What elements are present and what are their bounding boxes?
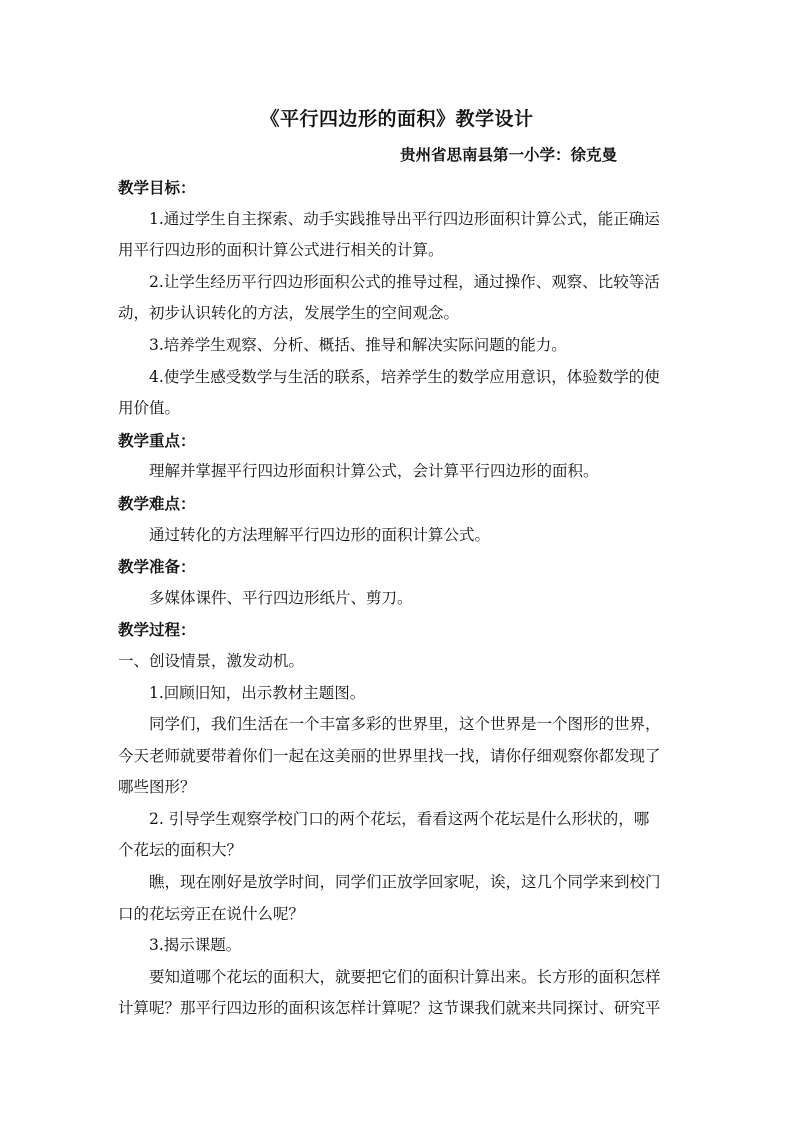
paragraph-1-line-2: 今天老师就要带着你们一起在这美丽的世界里找一找，请你仔细观察你都发现了 xyxy=(118,746,661,765)
goal-1-line-1: 1.通过学生自主探索、动手实践推导出平行四边形面积计算公式，能正确运 xyxy=(149,209,660,228)
document-title: 《平行四边形的面积》教学设计 xyxy=(260,108,534,130)
paragraph-3-line-2: 计算呢？那平行四边形的面积该怎样计算呢？这节课我们就来共同探讨、研究平 xyxy=(118,999,661,1018)
paragraph-2-line-2: 口的花坛旁正在说什么呢？ xyxy=(118,904,305,923)
document-body xyxy=(118,172,678,1025)
goal-2-line-1: 2.让学生经历平行四边形面积公式的推导过程，通过操作、观察、比较等活 xyxy=(149,272,660,291)
goal-4-line-2: 用价值。 xyxy=(118,399,181,418)
paragraph-2-line-1: 瞧，现在刚好是放学时间，同学们正放学回家呢，诶，这几个同学来到校门 xyxy=(149,873,661,892)
goals-heading: 教学目标： xyxy=(118,178,196,197)
goal-2-line-2: 动，初步认识转化的方法，发展学生的空间观念。 xyxy=(118,304,460,323)
step-1-heading: 一、创设情景，激发动机。 xyxy=(118,651,305,670)
goal-4-line-1: 4.使学生感受数学与生活的联系，培养学生的数学应用意识，体验数学的使 xyxy=(149,367,660,386)
difficulty-text: 通过转化的方法理解平行四边形的面积计算公式。 xyxy=(149,525,491,544)
difficulty-heading: 教学难点： xyxy=(118,493,196,513)
step-1-2-line-2: 个花坛的面积大？ xyxy=(118,841,243,860)
key-points-text: 理解并掌握平行四边形面积计算公式，会计算平行四边形的面积。 xyxy=(149,462,599,481)
goal-3: 3.培养学生观察、分析、概括、推导和解决实际问题的能力。 xyxy=(149,335,567,354)
preparation-text: 多媒体课件、平行四边形纸片、剪刀。 xyxy=(149,588,413,607)
paragraph-1-line-1: 同学们，我们生活在一个丰富多彩的世界里，这个世界是一个图形的世界， xyxy=(149,715,661,734)
goal-1-line-2: 用平行四边形的面积计算公式进行相关的计算。 xyxy=(118,241,444,260)
key-points-heading: 教学重点： xyxy=(118,430,196,450)
process-heading: 教学过程： xyxy=(118,620,196,640)
step-1-3: 3.揭示课题。 xyxy=(149,936,242,955)
document-author: 贵州省思南县第一小学：徐克曼 xyxy=(400,145,618,164)
step-1-1: 1.回顾旧知，出示教材主题图。 xyxy=(149,683,366,702)
paragraph-3-line-1: 要知道哪个花坛的面积大，就要把它们的面积计算出来。长方形的面积怎样 xyxy=(149,967,661,986)
preparation-heading: 教学准备： xyxy=(118,557,196,577)
paragraph-1-line-3: 哪些图形？ xyxy=(118,778,196,797)
step-1-2-line-1: 2. 引导学生观察学校门口的两个花坛，看看这两个花坛是什么形状的，哪 xyxy=(149,809,650,828)
